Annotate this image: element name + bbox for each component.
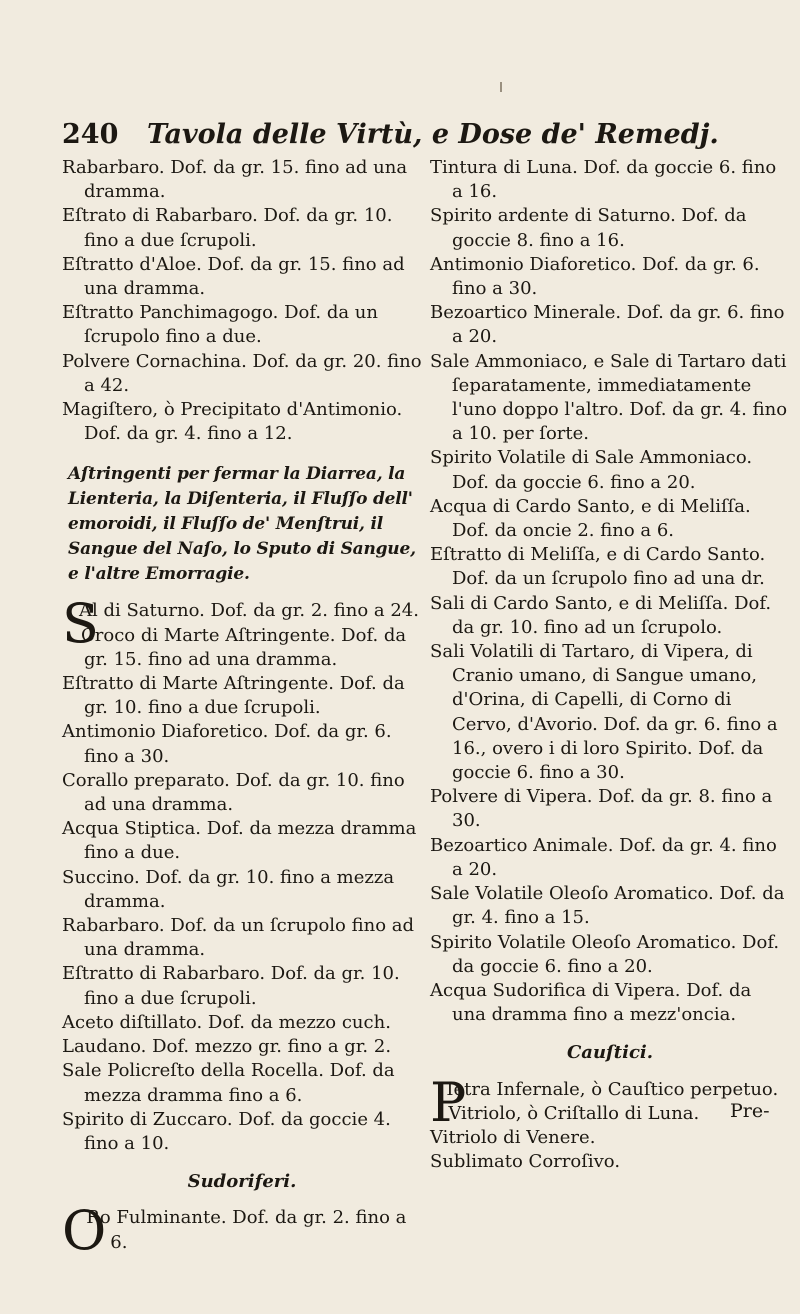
drop-cap-entry <box>62 1199 422 1263</box>
remedy-entry: Eſtratto d'Aloe. Dof. da gr. 15. fino ad una dramma. <box>62 253 405 300</box>
remedy-entry: Vitriolo, ò Criſtallo di Luna. <box>448 1102 700 1124</box>
remedy-entry: Spirito Volatile di Sale Ammoniaco. Dof. da goccie 6. fino a 20. <box>430 447 753 493</box>
remedy-entry: Succino. Dof. da gr. 10. fino a mezza dramma. <box>62 866 395 912</box>
page-header <box>62 118 762 152</box>
remedy-entry: Tintura di Luna. Dof. da goccie 6. fino a 16. <box>430 157 777 203</box>
right-column <box>430 156 790 1174</box>
remedy-entry: Sublimato Corroſivo. <box>430 1151 621 1173</box>
remedy-entry: Sali Volatili di Tartaro, di Vipera, di Cranio umano, di Sangue umano, d'Orina, di Capelli, di Corno di Cervo, d'Avorio. Dof. da gr. 6. fino a 16., overo i di loro Spirito. Dof. da goccie 6. fino a 30. <box>430 641 778 784</box>
remedy-entry: Acqua di Cardo Santo, e di Meliſſa. Dof. da oncie 2. fino a 6. <box>430 495 751 542</box>
remedy-entry: Bezoartico Minerale. Dof. da gr. 6. fino a 20. <box>430 302 785 348</box>
remedy-entry: Spirito Volatile Oleoſo Aromatico. Dof. da goccie 6. fino a 20. <box>430 931 780 977</box>
remedy-entry: Magiſtero, ò Precipitato d'Antimonio. Dof. da gr. 4. fino a 12. <box>62 399 403 445</box>
remedy-entry: Polvere di Vipera. Dof. da gr. 8. fino a 30. <box>430 786 773 832</box>
drop-cap-letter: S <box>62 592 99 656</box>
remedy-entry: Sale Policreſto della Rocella. Dof. da mezza dramma fino a 6. <box>62 1060 395 1106</box>
remedy-entry: Vitriolo di Venere. <box>430 1126 596 1148</box>
remedy-entry: Corallo preparato. Dof. da gr. 10. fino ad una dramma. <box>62 769 405 816</box>
remedy-entry: Sale Ammoniaco, e Sale di Tartaro dati ſeparatamente, immediatamente l'uno doppo l'altro. Dof. da gr. 4. fino a 10. per ſorte. <box>430 350 788 445</box>
section-heading: Cauſtici. <box>566 1042 654 1064</box>
drop-cap-letter: O <box>62 1199 107 1263</box>
remedy-entry: Eſtratto di Rabarbaro. Dof. da gr. 10. fino a due ſcrupoli. <box>62 963 400 1009</box>
remedy-entry: Sale Volatile Oleoſo Aromatico. Dof. da gr. 4. fino a 15. <box>430 883 785 929</box>
drop-cap-letter: P <box>430 1070 467 1134</box>
remedy-entry: Polvere Cornachina. Dof. da gr. 20. fino a 42. <box>62 350 422 396</box>
remedy-entry: Rabarbaro. Dof. da un ſcrupolo fino ad una dramma. <box>62 915 415 961</box>
remedy-entry: Croco di Marte Aſtringente. Dof. da gr. 15. fino ad una dramma. <box>81 624 407 670</box>
remedy-entry: Eſtratto Panchimagogo. Dof. da un ſcrupolo fino a due. <box>62 302 378 348</box>
catchword: Pre- <box>730 1100 770 1122</box>
remedy-entry: Aceto diſtillato. Dof. da mezzo cuch. <box>62 1011 391 1033</box>
remedy-entry: Eſtratto di Meliſſa, e di Cardo Santo. Dof. da un ſcrupolo fino ad una dr. <box>430 544 766 590</box>
drop-cap-text: Ietra Infernale, ò Cauſtico perpetuo. <box>446 1078 779 1100</box>
remedy-entry: Rabarbaro. Dof. da gr. 15. fino ad una dramma. <box>62 157 408 203</box>
remedy-entry: Antimonio Diaforetico. Dof. da gr. 6. fino a 30. <box>430 253 760 300</box>
section-heading: Aſtringenti per fermar la Diarrea, la Lienteria, la Diſenteria, il Fluſſo dell' emoroidi, il Fluſſo de' Menſtrui, il Sangue del Naſo, lo Sputo di Sangue, e l'altre Emorragie. <box>68 464 416 585</box>
remedy-entry: Acqua Stiptica. Dof. da mezza dramma fino a due. <box>62 818 417 864</box>
remedy-entry: Eſtratto di Marte Aſtringente. Dof. da gr. 10. fino a due ſcrupoli. <box>62 673 405 719</box>
remedy-entry: Antimonio Diaforetico. Dof. da gr. 6. fino a 30. <box>62 721 392 767</box>
drop-cap-text: Al di Saturno. Dof. da gr. 2. fino a 24. <box>79 600 419 622</box>
remedy-entry: Spirito di Zuccaro. Dof. da goccie 4. fino a 10. <box>62 1108 391 1154</box>
drop-cap-text: Ro Fulminante. Dof. da gr. 2. fino a 6. <box>86 1207 407 1253</box>
page-number: 240 <box>62 119 119 150</box>
section-heading: Sudoriferi. <box>187 1171 297 1193</box>
remedy-entry: Acqua Sudorifica di Vipera. Dof. da una dramma fino a mezz'oncia. <box>430 979 752 1026</box>
left-column <box>62 156 422 1263</box>
page-title: Tavola delle Virtù, e Dose de' Remedj. <box>146 119 719 150</box>
remedy-entry: Sali di Cardo Santo, e di Meliſſa. Dof. da gr. 10. fino ad un ſcrupolo. <box>430 592 772 638</box>
ink-speck <box>500 82 502 92</box>
remedy-entry: Laudano. Dof. mezzo gr. fino a gr. 2. <box>62 1036 392 1058</box>
remedy-entry: Eſtrato di Rabarbaro. Dof. da gr. 10. fino a due ſcrupoli. <box>62 205 393 251</box>
remedy-entry: Bezoartico Animale. Dof. da gr. 4. fino a 20. <box>430 834 777 880</box>
remedy-entry: Spirito ardente di Saturno. Dof. da goccie 8. fino a 16. <box>430 205 747 251</box>
